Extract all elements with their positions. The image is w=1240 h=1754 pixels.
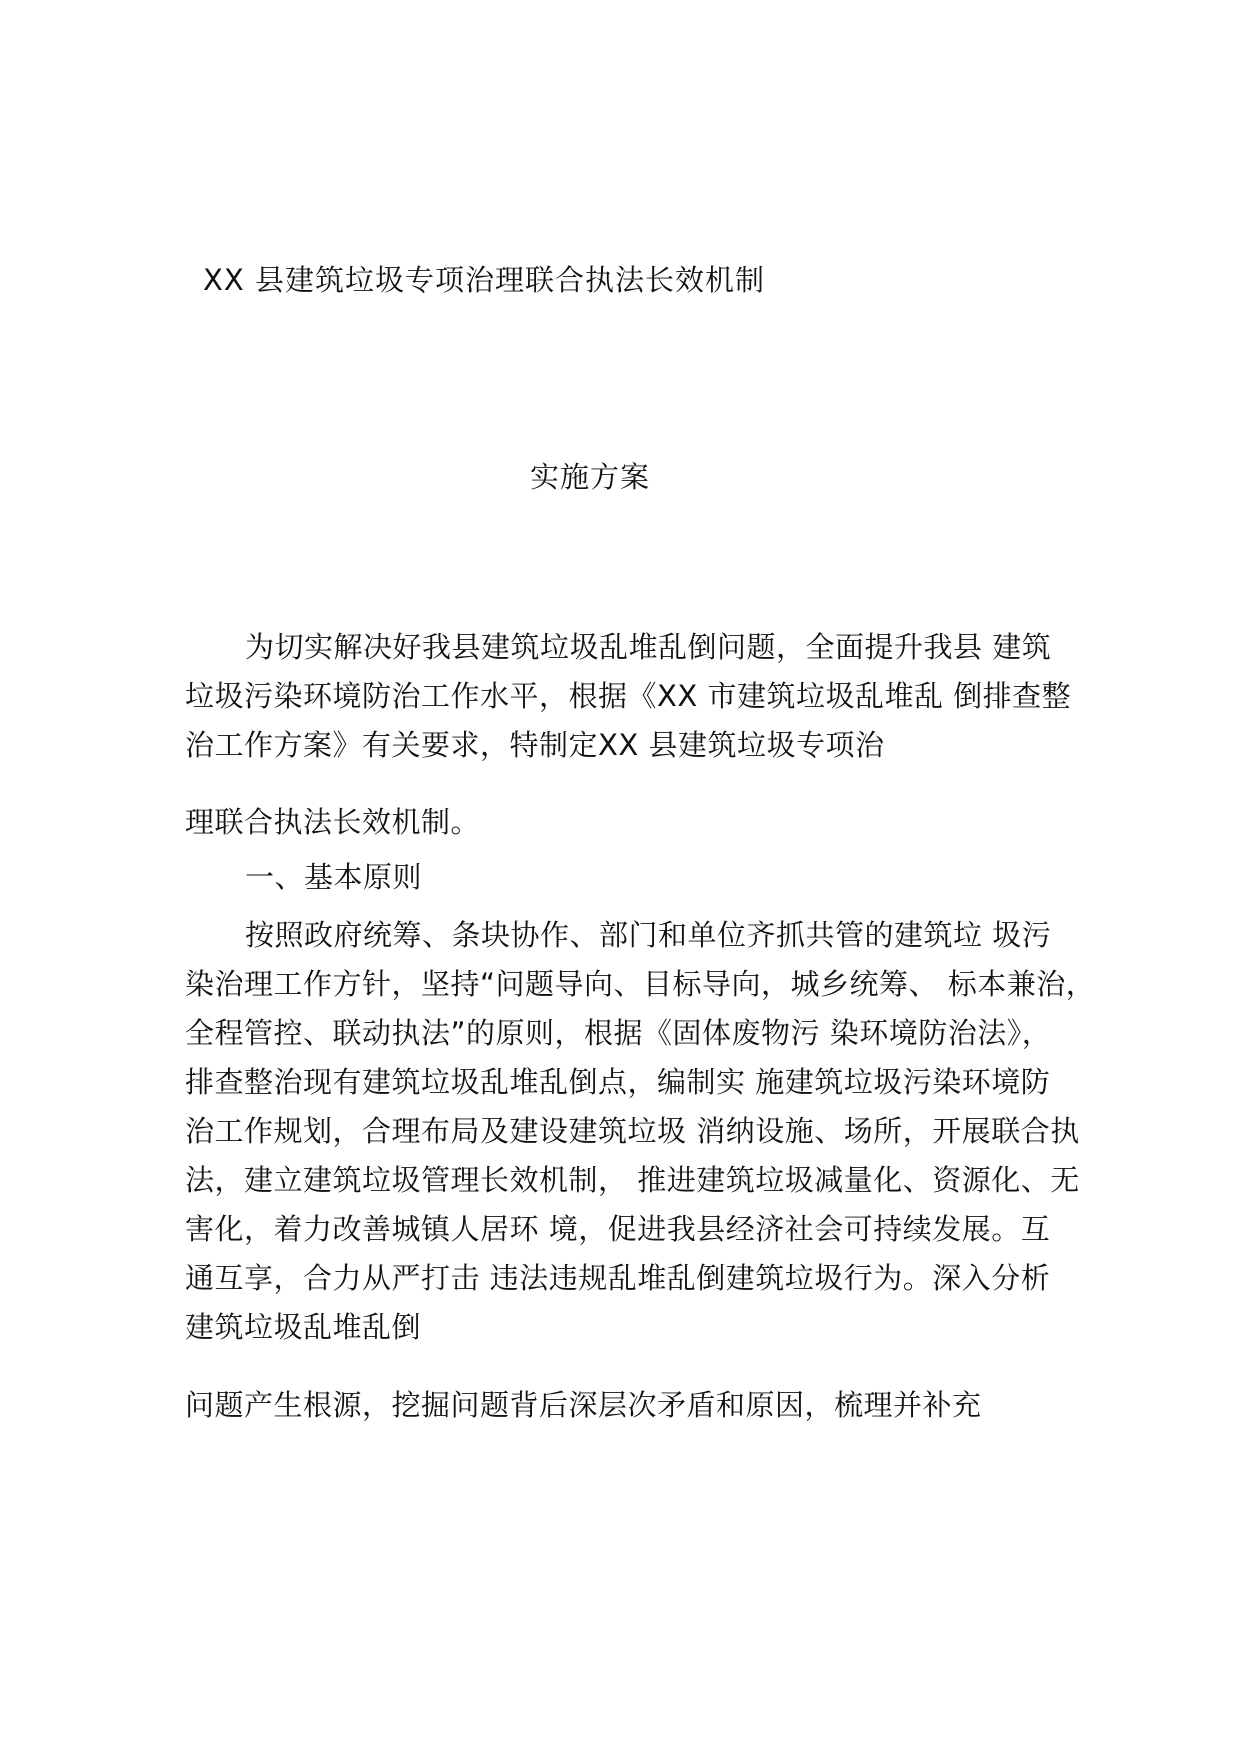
final-line: 问题产生根源，挖掘问题背后深层次矛盾和原因，梳理并补充 xyxy=(185,1388,982,1422)
intro-line: 为切实解决好我县建筑垃圾乱堆乱倒问题，全面提升我县 建筑 xyxy=(245,630,1052,664)
principle-line: 治工作规划，合理布局及建设建筑垃圾 消纳设施、场所，开展联合执 xyxy=(185,1114,1080,1148)
principle-line: 按照政府统筹、条块协作、部门和单位齐抓共管的建筑垃 圾污 xyxy=(245,918,1052,952)
document-subtitle: 实施方案 xyxy=(530,460,651,494)
intro-line: 治工作方案》有关要求，特制定XX 县建筑垃圾专项治 xyxy=(185,728,885,762)
document-title: XX 县建筑垃圾专项治理联合执法长效机制 xyxy=(203,263,765,297)
principle-line: 法，建立建筑垃圾管理长效机制， 推进建筑垃圾减量化、资源化、无 xyxy=(185,1163,1080,1197)
principle-line: 通互享，合力从严打击 违法违规乱堆乱倒建筑垃圾行为。深入分析 xyxy=(185,1261,1051,1295)
principle-line: 害化，着力改善城镇人居环 境，促进我县经济社会可持续发展。互 xyxy=(185,1212,1051,1246)
principle-line: 建筑垃圾乱堆乱倒 xyxy=(185,1310,422,1344)
section-heading: 一、基本原则 xyxy=(245,860,423,894)
principle-line: 全程管控、联动执法”的原则，根据《固体废物污 染环境防治法》， xyxy=(185,1016,1052,1050)
principle-line: 排查整治现有建筑垃圾乱堆乱倒点，编制实 施建筑垃圾污染环境防 xyxy=(185,1065,1051,1099)
intro-line: 理联合执法长效机制。 xyxy=(185,805,481,839)
intro-line: 垃圾污染环境防治工作水平，根据《XX 市建筑垃圾乱堆乱 倒排查整 xyxy=(185,679,1072,713)
principle-line: 染治理工作方针，坚持“问题导向、目标导向，城乡统筹、 标本兼治， xyxy=(185,967,1096,1001)
